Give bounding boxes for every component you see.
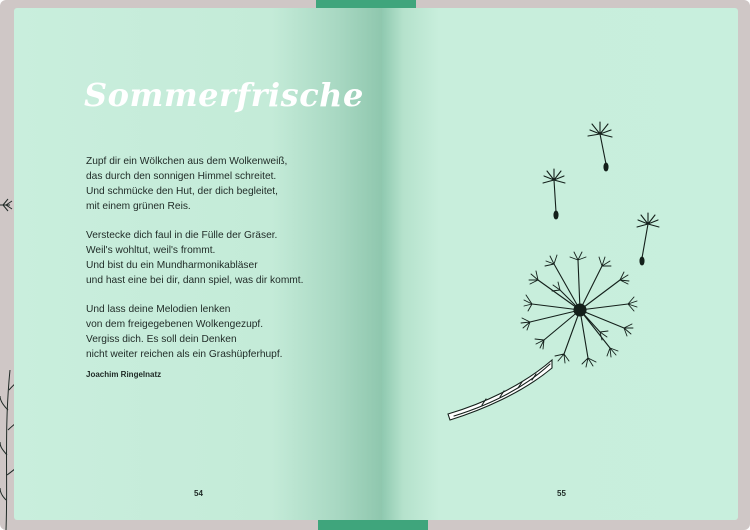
poem-line: Und schmücke den Hut, der dich begleitet,	[86, 186, 278, 197]
poem-line: und hast eine bei dir, dann spiel, was dir kommt.	[86, 275, 304, 286]
poem-line: von dem freigegebenen Wolkengezupf.	[86, 319, 264, 330]
stanza	[86, 302, 366, 362]
poem-line: Und lass deine Melodien lenken	[86, 304, 231, 315]
poem-line: Vergiss dich. Es soll dein Denken	[86, 334, 237, 345]
page-number-right: 55	[557, 489, 566, 498]
right-page	[382, 8, 738, 520]
stanza	[86, 228, 366, 288]
poem-line: Weil's wohltut, weil's frommt.	[86, 245, 216, 256]
poem-title: Sommerfrische	[84, 76, 364, 114]
poem-line: Verstecke dich faul in die Fülle der Gräser.	[86, 230, 278, 241]
page-number-left: 54	[194, 489, 203, 498]
poem-line: Und bist du ein Mundharmonikabläser	[86, 260, 258, 271]
dandelion-icon	[382, 8, 738, 520]
poem-text	[86, 154, 366, 376]
poem-line: mit einem grünen Reis.	[86, 201, 191, 212]
poem-line: das durch den sonnigen Himmel schreitet.	[86, 171, 277, 182]
poem-line: nicht weiter reichen als ein Grashüpferhupf.	[86, 349, 283, 360]
stanza	[86, 154, 366, 214]
poem-author: Joachim Ringelnatz	[86, 370, 162, 379]
left-page	[14, 8, 382, 520]
poem-line: Zupf dir ein Wölkchen aus dem Wolkenweiß,	[86, 156, 288, 167]
bookmark-ribbon-bottom	[318, 520, 428, 530]
